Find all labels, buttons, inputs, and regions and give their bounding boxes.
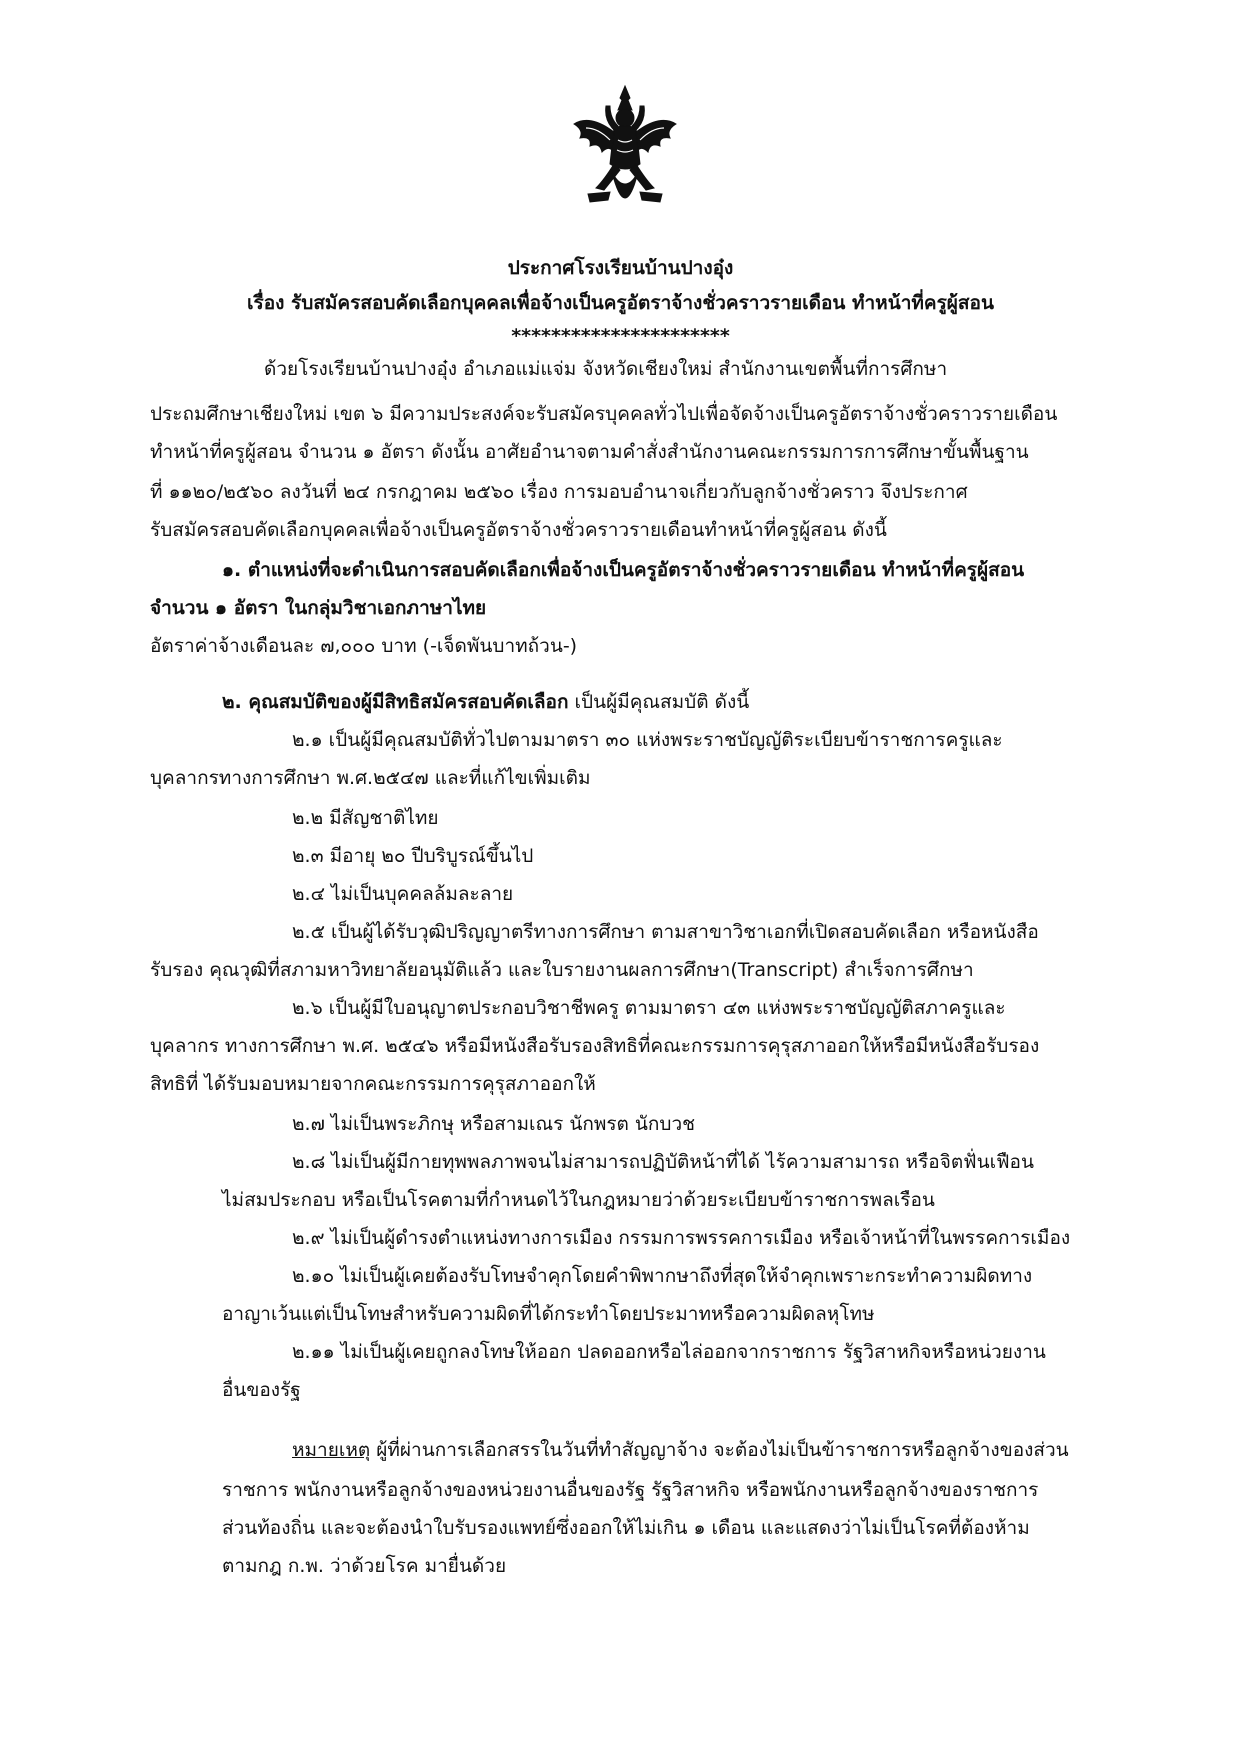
qualification-item: ๒.๒ มีสัญชาติไทย xyxy=(292,807,439,829)
section1-heading-cont: จำนวน ๑ อัตรา ในกลุ่มวิชาเอกภาษาไทย xyxy=(150,597,487,619)
qualification-item: สิทธิที่ ได้รับมอบหมายจากคณะกรรมการคุรุสภาออกให้ xyxy=(150,1073,596,1095)
intro-line: รับสมัครสอบคัดเลือกบุคคลเพื่อจ้างเป็นครูอัตราจ้างชั่วคราวรายเดือนทำหน้าที่ครูผู้สอน ดังนี้ xyxy=(150,519,887,541)
qualification-item: บุคลากร ทางการศึกษา พ.ศ. ๒๕๔๖ หรือมีหนังสือรับรองสิทธิที่คณะกรรมการคุรุสภาออกให้หรือมีหนังสือรับรอง xyxy=(150,1035,1040,1057)
intro-line: ประถมศึกษาเชียงใหม่ เขต ๖ มีความประสงค์จะรับสมัครบุคคลทั่วไปเพื่อจัดจ้างเป็นครูอัตราจ้างชั่วคราวรายเดือน xyxy=(150,403,1058,425)
intro-line: ทำหน้าที่ครูผู้สอน จำนวน ๑ อัตรา ดังนั้น อาศัยอำนาจตามคำสั่งสำนักงานคณะกรรมการการศึกษาขั้นพื้นฐาน xyxy=(150,441,1029,463)
qualification-item: ๒.๘ ไม่เป็นผู้มีกายทุพพลภาพจนไม่สามารถปฏิบัติหน้าที่ได้ ไร้ความสามารถ หรือจิตฟั่นเฟือน xyxy=(292,1151,1034,1173)
garuda-emblem-icon xyxy=(570,84,680,224)
qualification-item: ไม่สมประกอบ หรือเป็นโรคตามที่กำหนดไว้ในกฎหมายว่าด้วยระเบียบข้าราชการพลเรือน xyxy=(222,1189,935,1211)
page-title: ประกาศโรงเรียนบ้านปางอุ๋ง xyxy=(507,257,734,279)
qualification-item: รับรอง คุณวุฒิที่สภามหาวิทยาลัยอนุมัติแล้ว และใบรายงานผลการศึกษา(Transcript) สำเร็จการศึกษา xyxy=(150,959,974,981)
qualification-item: อาญาเว้นแต่เป็นโทษสำหรับความผิดที่ได้กระทำโดยประมาทหรือความผิดลหุโทษ xyxy=(222,1303,875,1325)
qualification-item: อื่นของรัฐ xyxy=(222,1379,301,1401)
qualification-item: ๒.๓ มีอายุ ๒๐ ปีบริบูรณ์ขึ้นไป xyxy=(292,845,534,867)
note-line: ส่วนท้องถิ่น และจะต้องนำใบรับรองแพทย์ซึ่งออกให้ไม่เกิน ๑ เดือน และแสดงว่าไม่เป็นโรคที่ต้องห้าม xyxy=(222,1517,1030,1539)
section2-heading-rest: เป็นผู้มีคุณสมบัติ ดังนี้ xyxy=(568,691,750,713)
qualification-item: ๒.๕ เป็นผู้ได้รับวุฒิปริญญาตรีทางการศึกษา ตามสาขาวิชาเอกที่เปิดสอบคัดเลือก หรือหนังสือ xyxy=(292,921,1039,943)
qualification-item: ๒.๙ ไม่เป็นผู้ดำรงตำแหน่งทางการเมือง กรรมการพรรคการเมือง หรือเจ้าหน้าที่ในพรรคการเมือง xyxy=(292,1227,1071,1249)
section2-heading xyxy=(222,688,749,716)
note-text: ผู้ที่ผ่านการเลือกสรรในวันที่ทำสัญญาจ้าง จะต้องไม่เป็นข้าราชการหรือลูกจ้างของส่วน xyxy=(370,1439,1069,1461)
qualification-item: ๒.๗ ไม่เป็นพระภิกษุ หรือสามเณร นักพรต นักบวช xyxy=(292,1113,696,1135)
note-label: หมายเหตุ xyxy=(292,1439,371,1461)
qualification-item: ๒.๔ ไม่เป็นบุคคลล้มละลาย xyxy=(292,883,514,905)
qualification-item: ๒.๑ เป็นผู้มีคุณสมบัติทั่วไปตามมาตรา ๓๐ แห่งพระราชบัญญัติระเบียบข้าราชการครูและ xyxy=(292,729,1003,751)
subject-line: เรื่อง รับสมัครสอบคัดเลือกบุคคลเพื่อจ้างเป็นครูอัตราจ้างชั่วคราวรายเดือน ทำหน้าที่ครูผู้สอน xyxy=(247,292,994,314)
section1-heading: ๑. ตำแหน่งที่จะดำเนินการสอบคัดเลือกเพื่อจ้างเป็นครูอัตราจ้างชั่วคราวรายเดือน ทำหน้าที่ครูผู้สอน xyxy=(222,559,1025,581)
salary-line: อัตราค่าจ้างเดือนละ ๗,๐๐๐ บาท (-เจ็ดพันบาทถ้วน-) xyxy=(150,635,578,657)
intro-line: ที่ ๑๑๒๐/๒๕๖๐ ลงวันที่ ๒๔ กรกฎาคม ๒๕๖๐ เรื่อง การมอบอำนาจเกี่ยวกับลูกจ้างชั่วคราว จึงประกาศ xyxy=(150,481,968,503)
note-line: ตามกฎ ก.พ. ว่าด้วยโรค มายื่นด้วย xyxy=(222,1555,507,1577)
note-line xyxy=(292,1436,1069,1464)
qualification-item: บุคลากรทางการศึกษา พ.ศ.๒๕๔๗ และที่แก้ไขเพิ่มเติม xyxy=(150,767,591,789)
separator: ********************** xyxy=(511,325,730,347)
section2-heading-bold: ๒. คุณสมบัติของผู้มีสิทธิสมัครสอบคัดเลือก xyxy=(222,691,569,713)
note-line: ราชการ พนักงานหรือลูกจ้างของหน่วยงานอื่นของรัฐ รัฐวิสาหกิจ หรือพนักงานหรือลูกจ้างของราชการ xyxy=(222,1479,1039,1501)
qualification-item: ๒.๑๑ ไม่เป็นผู้เคยถูกลงโทษให้ออก ปลดออกหรือไล่ออกจากราชการ รัฐวิสาหกิจหรือหน่วยงาน xyxy=(292,1341,1046,1363)
qualification-item: ๒.๑๐ ไม่เป็นผู้เคยต้องรับโทษจำคุกโดยคำพิพากษาถึงที่สุดให้จำคุกเพราะกระทำความผิดทาง xyxy=(292,1265,1033,1287)
qualification-item: ๒.๖ เป็นผู้มีใบอนุญาตประกอบวิชาชีพครู ตามมาตรา ๔๓ แห่งพระราชบัญญัติสภาครูและ xyxy=(292,997,1006,1019)
intro-line: ด้วยโรงเรียนบ้านปางอุ๋ง อำเภอแม่แจ่ม จังหวัดเชียงใหม่ สำนักงานเขตพื้นที่การศึกษา xyxy=(264,358,948,380)
